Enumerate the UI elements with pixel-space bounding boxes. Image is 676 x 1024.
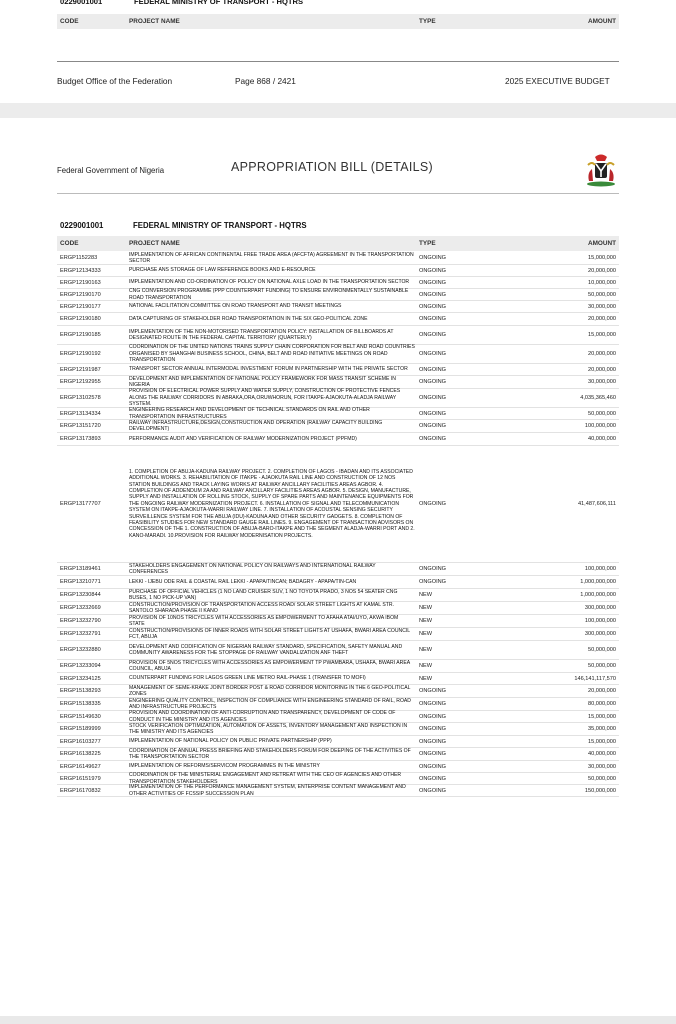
table-row: [57, 446, 619, 563]
table-row: [57, 723, 619, 736]
row-project-name: IMPLEMENTATION OF REFORMS/SERVICOM PROGRAMMES IN THE MINISTRY: [129, 763, 320, 770]
row-project-name: STOCK VERIFICATION OPTIMIZATION, AUTOMATION OF ASSETS, INVENTORY MANAGEMENT AND INSPECTION IN THE MINISTRY AND ITS AGENCIES: [129, 722, 408, 735]
table-row: [57, 376, 619, 389]
prev-ministry-code: 0229001001: [60, 0, 103, 6]
row-type: NEW: [419, 605, 433, 611]
table-row: [57, 576, 619, 589]
table-row: [57, 628, 619, 641]
ministry-name: FEDERAL MINISTRY OF TRANSPORT - HQTRS: [133, 221, 307, 230]
row-type: ONGOING: [419, 763, 447, 770]
row-amount: 20,000,000: [588, 351, 616, 357]
row-amount: 10,000,000: [588, 279, 616, 286]
row-type: ONGOING: [419, 726, 447, 732]
row-code: ERGP15149630: [60, 713, 101, 720]
row-type: ONGOING: [419, 751, 447, 757]
row-code: ERGP15138293: [60, 688, 101, 694]
ministry-code: 0229001001: [60, 221, 104, 230]
table-row: [57, 265, 619, 277]
row-amount: 15,000,000: [588, 713, 616, 720]
row-code: ERGP12134333: [60, 267, 101, 274]
table-row: [57, 252, 619, 265]
table-row: [57, 408, 619, 420]
row-code: ERGP12190177: [60, 303, 101, 310]
table-row: [57, 615, 619, 628]
row-type: ONGOING: [419, 579, 447, 585]
table-row: [57, 748, 619, 761]
table-row: [57, 685, 619, 698]
row-project-name: NATIONAL FACILITATION COMMITTEE ON ROAD TRANSPORT AND TRANSIT MEETINGS: [129, 303, 342, 310]
row-type: ONGOING: [419, 366, 447, 373]
row-code: ERGP15189999: [60, 726, 101, 732]
table-row: [57, 301, 619, 313]
row-amount: 150,000,000: [584, 787, 616, 794]
page-title: APPROPRIATION BILL (DETAILS): [231, 160, 433, 174]
row-code: ERGP13151720: [60, 423, 101, 429]
row-type: ONGOING: [419, 701, 447, 707]
row-type: NEW: [419, 675, 433, 682]
row-type: ONGOING: [419, 787, 447, 794]
row-amount: 146,141,117,570: [574, 675, 616, 682]
column-header: [57, 236, 619, 251]
row-amount: 300,000,000: [584, 605, 616, 611]
row-amount: 50,000,000: [588, 410, 616, 417]
row-code: ERGP16138225: [60, 751, 101, 757]
row-code: ERGP13210771: [60, 579, 101, 585]
row-code: ERGP13189461: [60, 566, 101, 572]
row-code: ERGP15138335: [60, 701, 101, 707]
table-row: [57, 289, 619, 301]
col-code: CODE: [60, 18, 79, 25]
row-amount: 40,000,000: [588, 751, 616, 757]
project-table-body: [57, 252, 619, 797]
row-code: ERGP13234125: [60, 675, 101, 682]
row-type: ONGOING: [419, 436, 447, 442]
row-type: ONGOING: [419, 303, 447, 310]
row-project-name: MANAGEMENT OF SEME-KRAKE JOINT BORDER POST & ROAD CORRIDOR MONITORING IN THE 6 GEO-POLITICAL ZONES: [129, 684, 411, 697]
row-amount: 20,000,000: [588, 366, 616, 373]
col-project-name: PROJECT NAME: [129, 18, 180, 25]
row-amount: 50,000,000: [588, 663, 616, 669]
row-amount: 100,000,000: [584, 618, 616, 624]
table-row: [57, 420, 619, 433]
row-project-name: STAKEHOLDERS ENGAGEMENT ON NATIONAL POLICY ON RAILWAYS AND INTERNATIONAL RAILWAY CONFERENCES: [129, 562, 376, 575]
table-row: [57, 660, 619, 673]
row-amount: 41,487,606,111: [577, 501, 616, 507]
col-amount: AMOUNT: [587, 240, 616, 247]
row-code: ERGP1152283: [60, 255, 98, 261]
table-row: [57, 673, 619, 685]
row-project-name: COORDINATION OF THE UNITED NATIONS TRAINS SUPPLY CHAIN CORPORATION FOR BELT AND ROAD COUNTRIES ORGANISED BY SHANGHAI BUSINESS SCHOOL, CHINA, BELT AND ROAD INITIATIVE MEETINGS ON ROAD TRANSPORTATION: [129, 344, 415, 364]
previous-page: [0, 0, 676, 103]
row-project-name: PROVISION OF 5NOS TRICYCLES WITH ACCESSORIES AS EMPOWERMENT TP PWAMBARA, USHAFA, BWARI AREA COUNCIL, ABUJA: [129, 659, 410, 672]
row-code: ERGP13102578: [60, 395, 101, 401]
row-project-name: PERFORMANCE AUDIT AND VERIFICATION OF RAILWAY MODERNIZATION PROJECT (PPFMD): [129, 435, 357, 442]
table-row: [57, 736, 619, 748]
row-code: ERGP13232669: [60, 605, 101, 611]
row-type: ONGOING: [419, 255, 447, 261]
table-row: [57, 326, 619, 345]
table-row: [57, 785, 619, 797]
col-project-name: PROJECT NAME: [129, 240, 180, 247]
table-row: [57, 345, 619, 364]
footer-rule: [57, 61, 619, 62]
row-code: ERGP13177707: [60, 501, 101, 507]
row-code: ERGP13232880: [60, 647, 101, 653]
table-row: [57, 433, 619, 446]
row-type: ONGOING: [419, 316, 447, 322]
row-code: ERGP12190180: [60, 316, 101, 322]
row-code: ERGP13134334: [60, 410, 101, 417]
row-project-name: RAILWAY INFRASTRUCTURE,DESIGN,CONSTRUCTION AND OPERATION (RAILWAY CAPACITY BUILDING DEVELOPMENT): [129, 419, 383, 432]
row-project-name: LEKKI - IJEBU ODE RAIL & COASTAL RAIL LEKKI - APAPA/TINCAN; BADAGRY - APAPA/TIN-CAN: [129, 578, 357, 585]
row-code: ERGP12191987: [60, 366, 101, 373]
row-type: ONGOING: [419, 738, 447, 745]
row-amount: 30,000,000: [588, 379, 616, 385]
table-row: [57, 641, 619, 660]
row-amount: 1,000,000,000: [580, 592, 616, 598]
table-row: [57, 602, 619, 615]
row-code: ERGP13173893: [60, 436, 101, 442]
prev-ministry-name: FEDERAL MINISTRY OF TRANSPORT - HQTRS: [134, 0, 304, 6]
row-project-name: PURCHASE OF OFFICIAL VEHICLES (1 NO LAND CRUISER SUV, 1 NO TOYOTA PRADO, 3 NOS 54 SEATER CNG BUSES, 1 NO PICK-UP VAN): [129, 588, 398, 601]
row-type: ONGOING: [419, 379, 447, 385]
footer-right: 2025 EXECUTIVE BUDGET: [505, 76, 610, 86]
row-type: ONGOING: [419, 395, 447, 401]
row-project-name: DATA CAPTURING OF STAKEHOLDER ROAD TRANSPORTATION IN THE SIX GEO-POLITICAL ZONE: [129, 315, 368, 322]
row-amount: 15,000,000: [588, 332, 616, 338]
row-code: ERGP13232791: [60, 631, 101, 637]
table-row: [57, 389, 619, 408]
row-type: NEW: [419, 663, 433, 669]
row-type: NEW: [419, 618, 433, 624]
row-amount: 300,000,000: [584, 631, 616, 637]
row-type: ONGOING: [419, 566, 447, 572]
prev-column-header: [57, 14, 619, 29]
row-project-name: DEVELOPMENT AND IMPLEMENTATION OF NATIONAL POLICY FRAMEWORK FOR MASS TRANSIT SCHEME IN NIGERIA: [129, 375, 396, 388]
col-amount: AMOUNT: [587, 18, 616, 25]
page-separator: [0, 103, 676, 118]
current-page: [0, 118, 676, 1016]
row-type: ONGOING: [419, 775, 447, 782]
row-project-name: COORDINATION OF THE MINISTERIAL ENGAGEMENT AND RETREAT WITH THE CEO OF AGENCIES AND OTHER TRANSPORTATION STAKEHOLDERS: [129, 772, 402, 785]
row-project-name: DEVELOPMENT AND CODIFICATION OF NIGERIAN RAILWAY STANDARD, SPECIFICATION, SAFETY MANUAL AND COMMUNITY AWARENESS FOR THE STOPPAGE OF RAILWAY VANDALIZATION ANF THEFT: [129, 643, 403, 656]
row-type: ONGOING: [419, 410, 447, 417]
row-amount: 4,035,365,460: [580, 395, 616, 401]
row-type: ONGOING: [419, 267, 447, 274]
row-amount: 30,000,000: [588, 303, 616, 310]
row-code: ERGP16170832: [60, 787, 101, 794]
header-rule: [57, 193, 619, 194]
row-project-name: PROVISION OF ELECTRICAL POWER SUPPLY AND WATER SUPPLY, CONSTRUCTION OF PROTECTIVE FENCES ALONG THE RAILWAY CORRIDORS IN ABRAKA,ORA,ORUWHORUN, FOR ITAKPE-AJAOKUTA-ALADJA RAILWAY SYSTEM.: [129, 388, 401, 408]
row-type: NEW: [419, 647, 433, 653]
table-row: [57, 711, 619, 723]
row-code: ERGP13230844: [60, 592, 101, 598]
row-project-name: ENGINEERING QUALITY CONTROL, INSPECTION OF COMPLIANCE WITH ENGINEERING STANDARD OF RAIL, ROAD AND INFRASTRUCTURE PROJECTS: [129, 697, 411, 710]
row-code: ERGP13232790: [60, 618, 101, 624]
row-amount: 20,000,000: [588, 267, 616, 274]
row-code: ERGP12190170: [60, 291, 101, 298]
row-code: ERGP12192955: [60, 379, 101, 385]
row-code: ERGP13233094: [60, 663, 101, 669]
row-project-name: CONSTRUCTION/PROVISION OF TRANSPORTATION ACCESS ROAD/ SOLAR STREET LIGHTS AT KAMAL STR. SANTOLO SHARADA PHASE II KANO: [129, 601, 394, 614]
row-code: ERGP12190192: [60, 351, 101, 357]
table-row: [57, 313, 619, 326]
row-project-name: IMPLEMENTATION OF THE PERFORMANCE MANAGEMENT SYSTEM, ENTERPRISE CONTENT MANAGEMENT AND OTHER ACTIVITIES OF FCSSIP SUCCESSION PLAN: [129, 784, 406, 797]
row-code: ERGP16149627: [60, 763, 101, 770]
row-project-name: IMPLEMENTATION OF NATIONAL POLICY ON PUBLIC PRIVATE PARTNERSHIP (PPP): [129, 738, 332, 745]
table-row: [57, 563, 619, 576]
table-row: [57, 589, 619, 602]
row-code: ERGP16103277: [60, 738, 101, 745]
row-code: ERGP12190185: [60, 332, 101, 338]
col-code: CODE: [60, 240, 79, 247]
row-type: ONGOING: [419, 332, 447, 338]
row-amount: 50,000,000: [588, 291, 616, 298]
row-type: ONGOING: [419, 291, 447, 298]
row-project-name: COORDINATION OF ANNUAL PRESS BRIEFING AND STAKEHOLDERS FORUM FOR DEEPING OF THE ACTIVITIES OF THE TRANSPORTATION SECTOR: [129, 747, 411, 760]
row-type: ONGOING: [419, 423, 447, 429]
row-type: ONGOING: [419, 501, 447, 507]
row-amount: 30,000,000: [588, 763, 616, 770]
col-type: TYPE: [419, 18, 436, 25]
footer-page-number: Page 868 / 2421: [235, 76, 296, 86]
row-project-name: 1. COMPLETION OF ABUJA-KADUNA RAILWAY PROJECT. 2. COMPLETION OF LAGOS - IBADAN AND ITS ASSOCIATED ADDITIONAL WORKS. 3. REHABILITATION OF ITAKPE - AJAOKUTA RAIL LINE AND CONSTRUCTION OF 12 NOS STATION BUILDINGS AND TRACK LAYING WORKS AT RAILWAY ANCILLARY FACILITIES AREAS AGBOR. 4. COMPLETION OF ADDENDUM 2A AND RAILWAY ANCILLARY FACILITIES AREAS AGBOR. 5. DESIGN, MANUFACTURE, SUPPLY AND INSTALLATION OF ROLLING STOCK, SUPPLY OF SPARE PARTS AND MAINTENANCE EQUIPMENTS FOR THE ONGOING RAILWAY MODERNIZATION PROJECT. 6. INSTALLATION OF SIGNAL AND TELECOMMUNICATION SYSTEM ON ITAKPE-AJAOKUTA-WARRI RAILWAY LINE. 7. INSTALLATION OF ACOUSTAL SENSING SECURITY SURVEILLENCE SYSTEM FOR THE ABUJA (IDU)-KADUNA AND OTHER SECURITY GADGETS. 8. COMPLETION OF FEASIBILITY STUDIES FOR NEW STANDARD GAUGE RAIL LINES. 9. ENGAGEMENT OF TRANSACTION ADVISORS ON CONCESSION OF THE 1. CONSTRUCTION OF ABUJA-BARO-ITAKPE AND THE SEGMENT ALADJA-WARRI PORT AND 2. KANO-MARADI. 10.PROVISION FOR RAILWAY MODERNISATION PROJECTS.: [129, 468, 415, 539]
table-row: [57, 364, 619, 376]
row-project-name: ENGINEERING RESEARCH AND DEVELOPMENT OF TECHNICAL STANDARDS ON RAIL AND OTHER TRANSPORTATION INFRASTRUCTURES: [129, 407, 370, 420]
row-type: NEW: [419, 592, 433, 598]
row-type: ONGOING: [419, 713, 447, 720]
row-type: ONGOING: [419, 688, 447, 694]
row-amount: 35,000,000: [588, 726, 616, 732]
row-type: ONGOING: [419, 279, 447, 286]
row-amount: 15,000,000: [588, 255, 616, 261]
coat-of-arms-icon: [583, 151, 619, 187]
row-amount: 20,000,000: [588, 688, 616, 694]
row-project-name: IMPLEMENTATION OF AFRICAN CONTINENTAL FREE TRADE AREA (AFCFTA) AGREEMENT IN THE TRANSPORTATION SECTOR: [129, 251, 414, 264]
row-project-name: IMPLEMENTATION OF THE NON-MOTORISED TRANSPORTATION POLICY: INSTALLATION OF BILLBOARDS AT DESIGNATED ROUTE IN THE FEDERAL CAPITAL TERRITORY (QUARTERLY): [129, 328, 394, 341]
row-type: ONGOING: [419, 351, 447, 357]
footer-left: Budget Office of the Federation: [57, 76, 173, 86]
row-project-name: TRANSPORT SECTOR ANNUAL INTERMODAL INVESTMENT FORUM IN PARTNERSHIP WITH THE PRIVATE SECTOR: [129, 366, 408, 373]
row-code: ERGP16151979: [60, 775, 101, 782]
table-row: [57, 698, 619, 711]
row-project-name: IMPLEMENTATION AND CO-ORDINATION OF POLICY ON NATIONAL AXLE LOAD IN THE TRANSPORTATION SECTOR: [129, 279, 410, 286]
row-amount: 50,000,000: [588, 647, 616, 653]
row-project-name: CONSTRUCTION/PROVISIONS OF INNER ROADS WITH SOLAR STREET LIGHTS AT USHAFA, BWARI AREA COUNCIL FCT, ABUJA: [129, 627, 410, 640]
row-amount: 50,000,000: [588, 775, 616, 782]
row-project-name: CNG CONVERSION PROGRAMME (PPP COUNTERPART FUNDING) TO ENSURE ENVIRONMENTALLY SUSTAINABLE ROAD TRANSPORTATION: [129, 288, 409, 301]
row-amount: 20,000,000: [588, 316, 616, 322]
row-code: ERGP12190163: [60, 279, 101, 286]
row-type: NEW: [419, 631, 433, 637]
col-type: TYPE: [419, 240, 436, 247]
row-amount: 100,000,000: [584, 423, 616, 429]
row-project-name: COUNTERPART FUNDING FOR LAGOS GREEN LINE METRO RAIL-PHASE 1 (TRANSFER TO MOFI): [129, 675, 366, 682]
row-project-name: PROVISION OF 10NOS TRICYCLES WITH ACCESSORIES AS EMPOWERMENT TO AFAHA ATAI/UYO, AKWA IBOM STATE: [129, 614, 399, 627]
row-amount: 40,000,000: [588, 436, 616, 442]
row-amount: 80,000,000: [588, 701, 616, 707]
row-amount: 1,000,000,000: [580, 579, 616, 585]
gov-label: Federal Government of Nigeria: [57, 166, 165, 175]
row-project-name: PURCHASE ANS STORAGE OF LAW REFERENCE BOOKS AND E-RESOURCE: [129, 267, 316, 274]
row-amount: 15,000,000: [588, 738, 616, 745]
row-project-name: PROVISION AND COORDINATION OF ANTI-CORRUPTION AND TRANSPARENCY, DEVELOPMENT OF CODE OF CONDUCT IN THE MINISTRY AND ITS AGENCIES: [129, 710, 396, 723]
row-amount: 100,000,000: [584, 566, 616, 572]
